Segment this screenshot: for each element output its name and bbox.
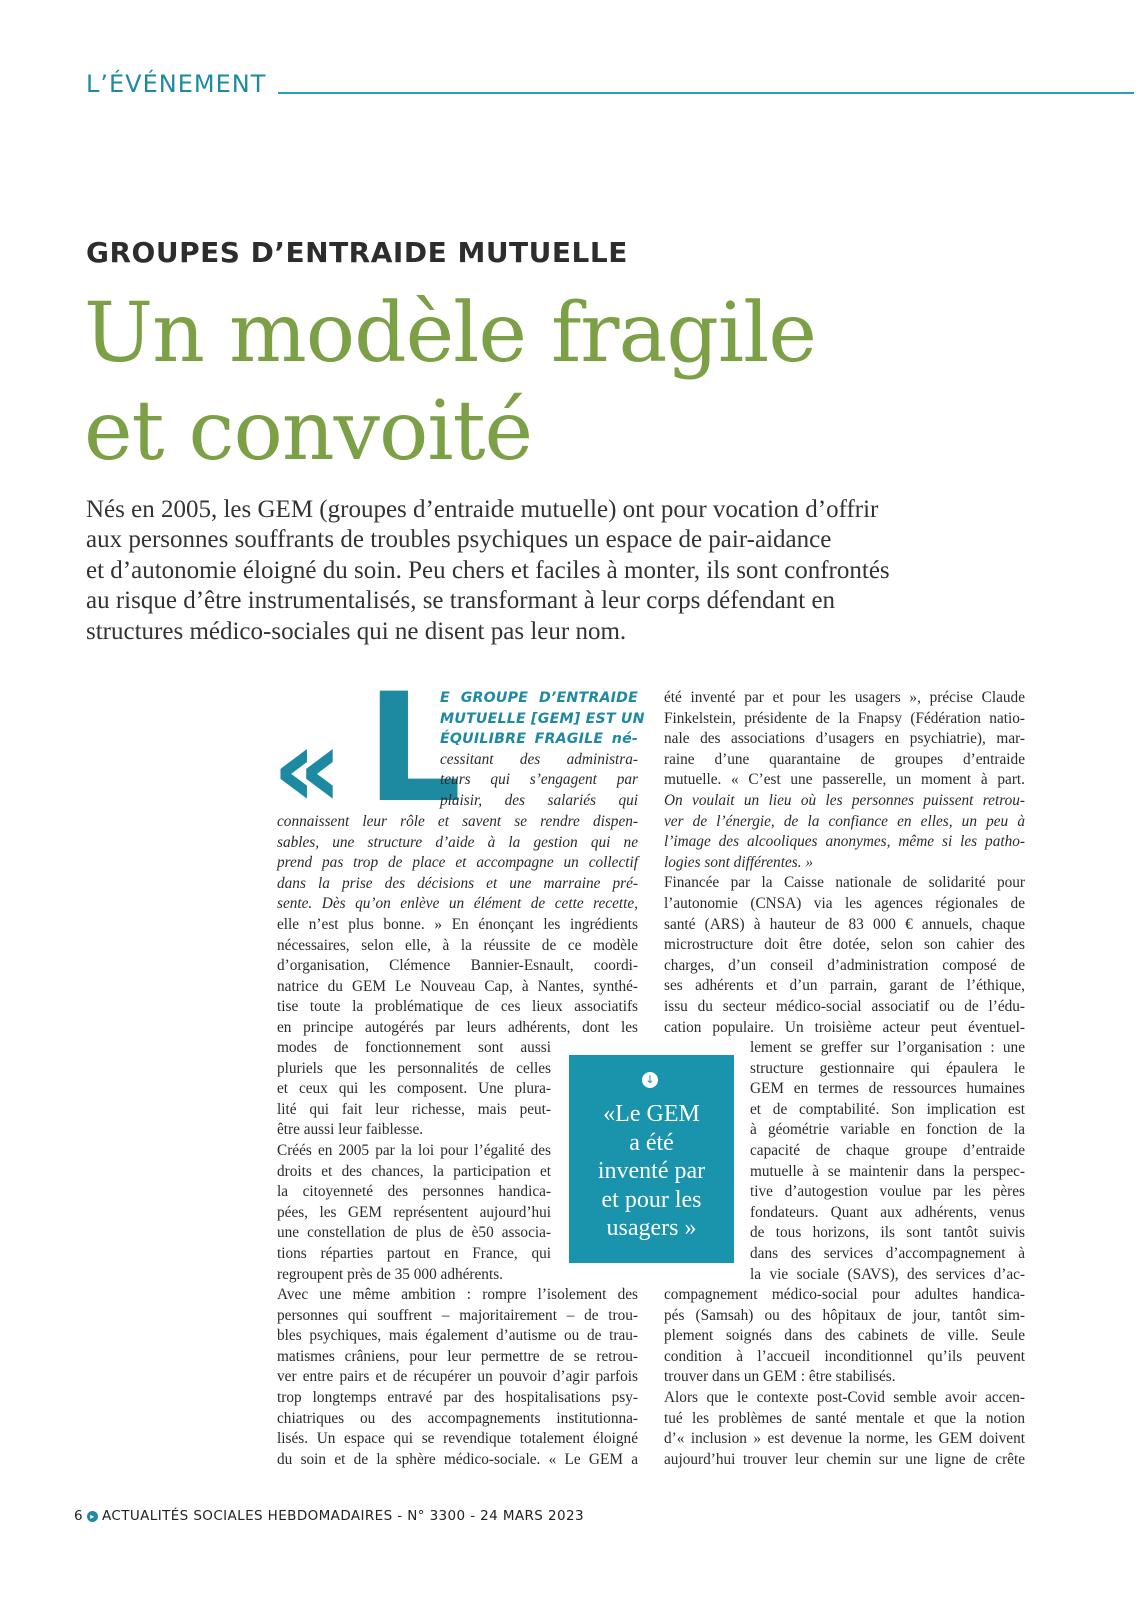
- body-line: tive d’autogestion voulue par les pères: [750, 1183, 1025, 1201]
- drop-cap: L: [366, 662, 462, 836]
- body-line: microstructure doit être dotée, selon son cahier des: [664, 936, 1025, 954]
- body-line: ver de l’énergie, de la confiance en elles, un peu à: [664, 812, 1025, 830]
- body-line: pées, les GEM représentent aujourd’hui: [277, 1203, 551, 1221]
- body-line: pluriels que les personnalités de celles: [277, 1059, 551, 1077]
- body-line: personnes qui souffrent – majoritairement – de trou-: [277, 1306, 638, 1324]
- body-line: plaisir, des salariés qui: [440, 791, 638, 809]
- body-line: du soin et de la sphère médico-sociale. « Le GEM a: [277, 1450, 638, 1468]
- body-line: la vie sociale (SAVS), des services d’ac-: [750, 1265, 1025, 1283]
- body-line: tise toute la problématique de ces lieux associatifs: [277, 998, 638, 1016]
- pull-quote-line: et pour les: [601, 1186, 702, 1213]
- pull-quote-line: a été: [629, 1129, 674, 1156]
- lead-line: structures médico-sociales qui ne disent pas leur nom.: [86, 618, 627, 645]
- page-footer: [74, 1508, 584, 1524]
- body-line: charges, d’un conseil d’administration composé de: [664, 956, 1025, 974]
- body-line: [277, 812, 638, 833]
- pull-quote-line: usagers »: [606, 1215, 697, 1241]
- body-line: [277, 894, 638, 915]
- arrow-right-circle-icon: ▸: [87, 1511, 98, 1522]
- body-line: fondateurs. Quant aux adhérents, venus: [750, 1203, 1025, 1221]
- body-line: tions réparties partout en France, qui: [277, 1244, 551, 1262]
- body-line: et ceux qui les composent. Une plura-: [277, 1080, 551, 1098]
- lead-line: aux personnes souffrants de troubles psychiques un espace de pair-aidance: [86, 526, 832, 553]
- column-1-top: [440, 688, 645, 812]
- body-line: [664, 832, 1025, 853]
- body-line: [440, 729, 638, 750]
- body-line: de tous horizons, ils sont tantôt suivis: [750, 1224, 1025, 1242]
- body-line: Avec une même ambition : rompre l’isolement des: [277, 1286, 638, 1303]
- body-line: cation populaire. Un troisième acteur peut éventuel-: [664, 1018, 1025, 1036]
- body-line: [664, 853, 1025, 874]
- body-line: à géométrie variable en fonction de la: [750, 1121, 1025, 1139]
- body-line: pés (Samsah) ou des hôpitaux de jour, tantôt sim-: [664, 1306, 1025, 1324]
- pull-quote-line: «Le GEM: [603, 1101, 700, 1127]
- kicker: GROUPES D’ENTRAIDE MUTUELLE: [86, 236, 628, 269]
- body-line: lité qui fait leur richesse, mais peut-: [277, 1100, 551, 1118]
- body-line: être aussi leur faiblesse.: [277, 1121, 424, 1139]
- lead-line: et d’autonomie éloigné du soin. Peu chers et faciles à monter, ils sont confrontés: [86, 557, 890, 584]
- body-line: et de comptabilité. Son implication est: [750, 1100, 1025, 1118]
- body-line: [277, 833, 638, 854]
- body-line: connaissent leur rôle et savent se rendre dispen-: [277, 813, 638, 830]
- body-line: regroupent près de 35 000 adhérents.: [277, 1265, 503, 1283]
- page-number: 6: [74, 1508, 83, 1524]
- body-line: en principe autogérés par leurs adhérents, dont les: [277, 1018, 638, 1036]
- body-line: d’organisation, Clémence Bannier-Esnault, coordi-: [277, 957, 638, 975]
- article-title-line-1: Un modèle fragile: [84, 286, 816, 381]
- body-line: condition à l’accueil inconditionnel qu’ils peuvent: [664, 1347, 1025, 1365]
- body-line: ver entre pairs et de récupérer un pouvoir d’agir parfois: [277, 1368, 638, 1386]
- body-line: sables, une structure d’aide à la gestion qui ne: [277, 833, 638, 851]
- body-line: lisés. Un espace qui se revendique totalement éloigné: [277, 1430, 638, 1448]
- body-line: issu du secteur médico-social associatif ou de l’édu-: [664, 997, 1025, 1015]
- arrow-down-circle-icon: ↓: [642, 1072, 658, 1088]
- body-line: santé (ARS) à hauteur de 83 000 € annuels, chaque: [664, 915, 1025, 933]
- column-2-top: [664, 688, 1025, 1038]
- body-line: d’« inclusion » est devenue la norme, les GEM doivent: [664, 1430, 1025, 1448]
- section-rule: [278, 92, 1134, 94]
- body-line: capacité de chaque groupe d’entraide: [750, 1141, 1025, 1159]
- body-line: [277, 853, 638, 874]
- body-line: droits et des chances, la participation et: [277, 1162, 551, 1180]
- body-line: dans la prise des décisions et une marraine pré-: [277, 874, 638, 892]
- body-line: sente. Dès qu’on enlève un élément de cette recette,: [277, 895, 638, 913]
- body-line: l’image des alcooliques anonymes, même si les patho-: [664, 833, 1025, 851]
- body-line: la citoyenneté des personnes handica-: [277, 1183, 551, 1201]
- body-line: matismes crâniens, pour leur permettre de se retrou-: [277, 1347, 638, 1365]
- body-line: [440, 791, 638, 812]
- body-line: nale des associations d’usagers en psychiatrie), mar-: [664, 730, 1025, 748]
- pull-quote: [575, 1100, 728, 1243]
- body-line: trop longtemps entravé par des hospitalisations psy-: [277, 1388, 638, 1406]
- body-line: trouver dans un GEM : être stabilisés.: [664, 1368, 896, 1386]
- lead-line: au risque d’être instrumentalisés, se transformant à leur corps défendant en: [86, 587, 836, 614]
- body-line: Créés en 2005 par la loi pour l’égalité des: [277, 1141, 551, 1159]
- pull-quote-line: inventé par: [597, 1158, 706, 1184]
- body-line: modes de fonctionnement sont aussi: [277, 1039, 551, 1056]
- body-line: chiatriques ou des accompagnements institutionna-: [277, 1409, 638, 1427]
- body-line: été inventé par et pour les usagers », précise Claude: [664, 689, 1025, 706]
- body-line: nécessaires, selon elle, à la réussite de ce modèle: [277, 936, 638, 954]
- section-label: L’ÉVÉNEMENT: [86, 70, 267, 98]
- body-line: lement se greffer sur l’organisation : une: [750, 1039, 1025, 1056]
- lead-line: Nés en 2005, les GEM (groupes d’entraide mutuelle) ont pour vocation d’offrir: [86, 496, 879, 523]
- body-line: Finkelstein, présidente de la Fnapsy (Fédération natio-: [664, 709, 1025, 727]
- body-line: [277, 874, 638, 895]
- body-line: aujourd’hui trouver leur chemin sur une ligne de crête: [664, 1450, 1025, 1468]
- column-1-narrow: [277, 1038, 551, 1285]
- body-line: l’autonomie (CNSA) via les agences régionales de: [664, 894, 1025, 912]
- body-line: ÉQUILIBRE FRAGILE né-: [440, 731, 638, 748]
- body-line: Alors que le contexte post-Covid semble avoir accen-: [664, 1388, 1025, 1406]
- body-line: mutuelle. « C’est une passerelle, un moment à part.: [664, 771, 1025, 789]
- body-line: ses adhérents et d’un parrain, garant de l’éthique,: [664, 977, 1025, 995]
- body-line: cessitant des administra-: [440, 750, 638, 768]
- body-line: [440, 750, 638, 771]
- body-line: prend pas trop de place et accompagne un collectif: [277, 854, 638, 872]
- body-line: Financée par la Caisse nationale de solidarité pour: [664, 874, 1025, 892]
- body-line: teurs qui s’engagent par: [440, 771, 638, 789]
- body-line: mutuelle à se maintenir dans la perspec-: [750, 1162, 1025, 1180]
- body-line: natrice du GEM Le Nouveau Cap, à Nantes, synthé-: [277, 977, 638, 995]
- body-line: [664, 791, 1025, 812]
- body-line: [664, 812, 1025, 833]
- body-line: elle n’est plus bonne. » En énonçant les ingrédients: [277, 915, 638, 933]
- body-line: MUTUELLE [GEM] EST UN: [440, 710, 645, 727]
- body-line: On voulait un lieu où les personnes puissent retrou-: [664, 791, 1025, 809]
- body-line: une constellation de plus de è50 associa-: [277, 1224, 551, 1242]
- body-line: tué les problèmes de santé mentale et que la notion: [664, 1409, 1025, 1427]
- column-2-narrow: [750, 1038, 1025, 1285]
- opening-quote-mark: «: [272, 704, 334, 832]
- body-line: plement soignés dans des cabinets de ville. Seule: [664, 1327, 1025, 1345]
- column-1-bottom: [277, 1285, 638, 1470]
- body-line: [440, 770, 638, 791]
- publication-info: ACTUALITÉS SOCIALES HEBDOMADAIRES - N° 3300 - 24 MARS 2023: [102, 1508, 584, 1524]
- column-1-full: [277, 812, 638, 1039]
- body-line: GEM en termes de ressources humaines: [750, 1080, 1025, 1098]
- body-line: structure gestionnaire qui épaulera le: [750, 1059, 1025, 1077]
- body-line: dans des services d’accompagnement à: [750, 1244, 1025, 1262]
- body-line: bles psychiques, mais également d’autisme ou de trau-: [277, 1327, 638, 1345]
- body-line: compagnement médico-social pour adultes handica-: [664, 1286, 1025, 1303]
- article-title-line-2: et convoité: [84, 384, 533, 479]
- body-line: E GROUPE D’ENTRAIDE: [440, 690, 638, 706]
- body-line: logies sont différentes. »: [664, 853, 813, 871]
- column-2-bottom: [664, 1285, 1025, 1470]
- body-line: raine d’une quarantaine de groupes d’entraide: [664, 750, 1025, 768]
